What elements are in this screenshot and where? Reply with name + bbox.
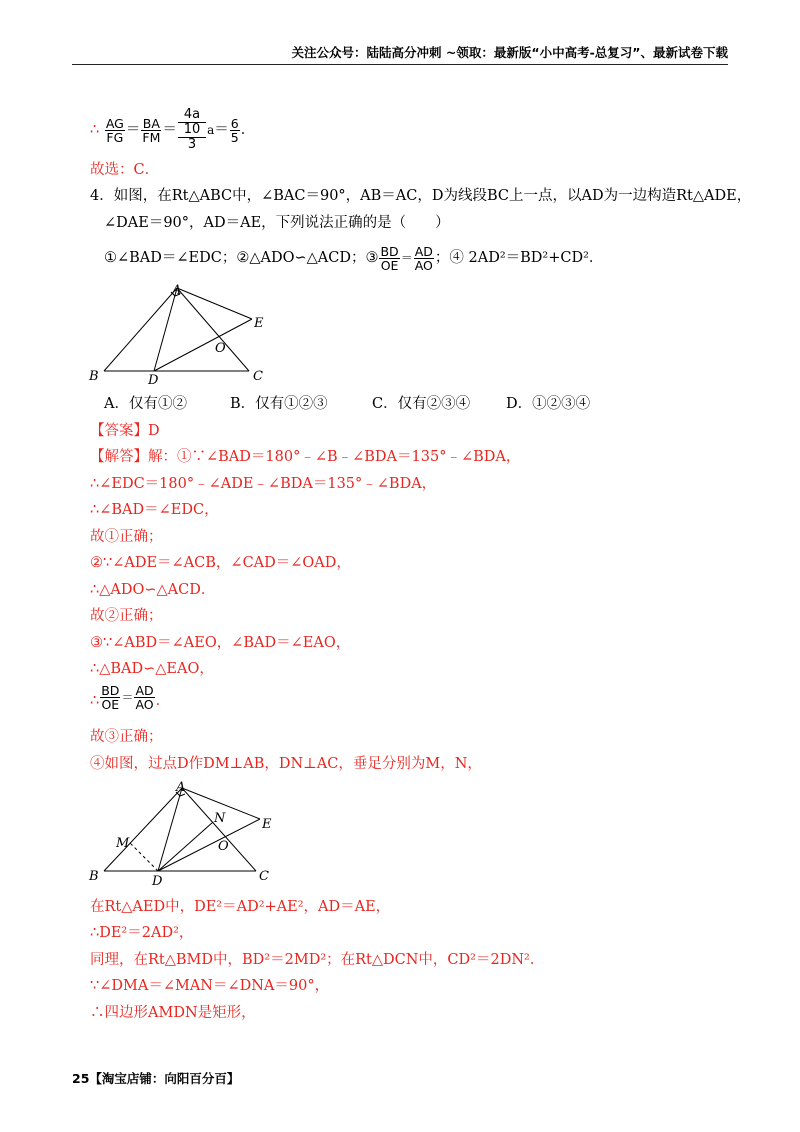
fig2-label-d: D	[152, 874, 163, 888]
solution-line-13: ∴DE²＝2AD²，	[90, 925, 194, 941]
fig1-label-c: C	[253, 369, 263, 384]
figure-2	[86, 776, 286, 888]
solution-line-16: ∴四边形AMDN是矩形，	[90, 1005, 256, 1021]
figure-1	[86, 282, 276, 388]
fraction-6-5: $\frac{6}{5}$	[230, 115, 239, 145]
solution-line-7: 故②正确；	[90, 608, 163, 624]
fig2-label-c: C	[259, 869, 269, 884]
fraction-bd-oe: $\frac{BD}{OE}$	[380, 243, 399, 273]
option-a[interactable]: A．仅有①②	[104, 396, 187, 412]
question-line-1: 4．如图，在Rt△ABC中，∠BAC＝90°，AB＝AC，D为线段BC上一点，以AD为一边构造Rt△ADE，	[90, 188, 752, 204]
solution-line-15: ∵∠DMA＝∠MAN＝∠DNA＝90°，	[90, 978, 330, 994]
solution-line-1: 【解答】解：①∵∠BAD＝180°﹣∠B﹣∠BDA＝135°﹣∠BDA，	[90, 449, 521, 465]
answer-options	[104, 394, 724, 414]
solution-line-9: ∴△BAD∽△EAO，	[90, 661, 214, 677]
option-d[interactable]: D．①②③④	[506, 396, 591, 412]
fig1-label-b: B	[89, 369, 99, 384]
fraction-ad-ao: $\frac{AD}{AO}$	[414, 243, 433, 273]
fig1-label-d: D	[148, 373, 159, 388]
option-c[interactable]: C．仅有②③④	[372, 396, 471, 412]
fraction-compound: 4a 10 3	[178, 108, 206, 152]
fig2-label-o: O	[218, 839, 229, 854]
fig2-label-e: E	[262, 817, 272, 832]
solution-line-2: ∴∠EDC＝180°﹣∠ADE﹣∠BDA＝135°﹣∠BDA，	[90, 476, 437, 492]
fig1-label-a: A	[172, 283, 182, 298]
solution-line-5: ②∵∠ADE＝∠ACB，∠CAD＝∠OAD，	[90, 555, 351, 571]
solution-line-3: ∴∠BAD＝∠EDC，	[90, 502, 219, 518]
solution-line-6: ∴△ADO∽△ACD．	[90, 582, 216, 598]
question-statements: ①∠BAD＝∠EDC；②△ADO∽△ACD；③ $\frac{BD}{OE}$ ＝ $\frac{AD}{AO}$ ；④ 2AD²＝BD²+CD²．	[104, 243, 604, 273]
solution-line-14: 同理，在Rt△BMD中，BD²＝2MD²；在Rt△DCN中，CD²＝2DN²．	[90, 952, 545, 968]
prev-choose: 故选：C．	[90, 162, 160, 178]
question-line-2: ∠DAE＝90°，AD＝AE，下列说法正确的是（ ）	[104, 215, 450, 231]
fig2-label-b: B	[89, 869, 99, 884]
solution-line-12: 在Rt△AED中，DE²＝AD²+AE²，AD＝AE，	[90, 899, 391, 915]
page-footer: 25【淘宝店铺：向阳百分百】	[72, 1071, 240, 1086]
page-header: 关注公众号：陆陆高分冲刺 ~领取：最新版“小中高考-总复习”、最新试卷下载	[72, 44, 728, 65]
fig2-label-n: N	[214, 811, 226, 826]
answer-fraction-ad-ao: $\frac{AD}{AO}$	[135, 683, 154, 712]
fraction-ag-fg: $\frac{AG}{FG}$	[105, 115, 124, 145]
solution-line-8: ③∵∠ABD＝∠AEO，∠BAD＝∠EAO，	[90, 635, 351, 651]
solution-line-4: 故①正确；	[90, 529, 163, 545]
solution-line-11: ④如图，过点D作DM⊥AB，DN⊥AC，垂足分别为M，N，	[90, 756, 482, 772]
answer-fraction-bd-oe: $\frac{BD}{OE}$	[101, 683, 120, 712]
fig1-label-e: E	[254, 316, 264, 331]
therefore-symbol: ∴	[90, 122, 100, 138]
fig2-label-a: A	[176, 780, 186, 795]
fig1-label-o: O	[215, 341, 226, 356]
fraction-ba-fm: $\frac{BA}{FM}$	[142, 115, 161, 145]
answer-label: 【答案】D	[90, 423, 160, 439]
solution-fraction-line: ∴ $\frac{BD}{OE}$ ＝ $\frac{AD}{AO}$ ．	[90, 683, 171, 712]
prev-fraction-line: ∴ $\frac{AG}{FG}$ ＝ $\frac{BA}{FM}$ ＝ 4a 10 3 a＝ $\frac{6}{5}$ ．	[90, 107, 256, 152]
option-b[interactable]: B．仅有①②③	[230, 396, 328, 412]
fig2-label-m: M	[116, 836, 130, 851]
solution-line-10: 故③正确；	[90, 729, 163, 745]
